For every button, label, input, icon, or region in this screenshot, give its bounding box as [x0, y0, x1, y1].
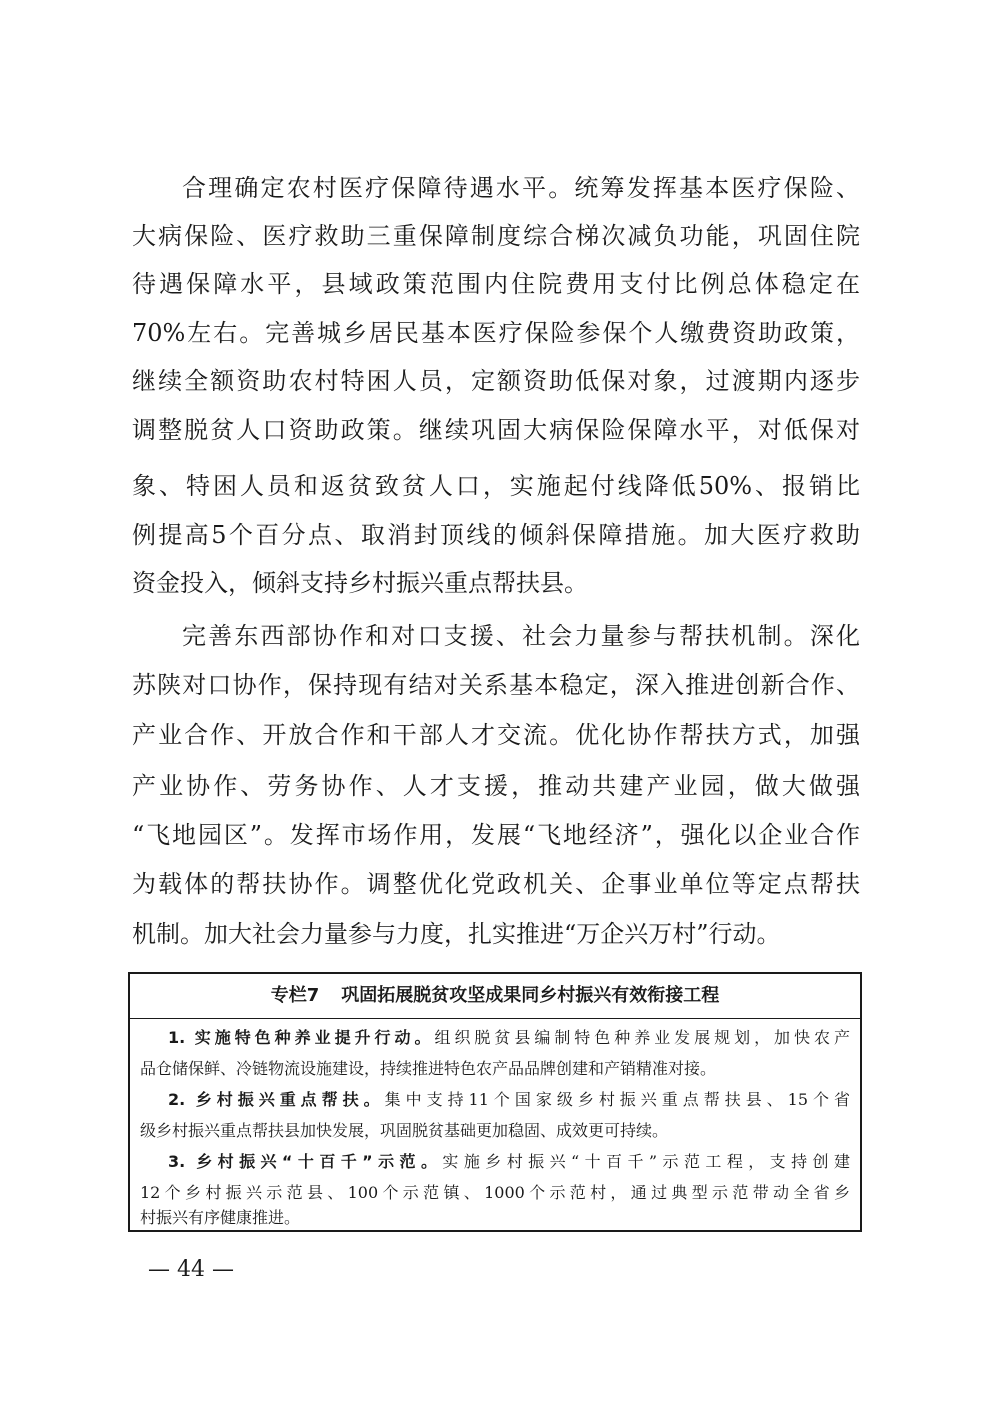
box-item-line: [168, 1084, 850, 1115]
box-item-line: 级乡村振兴重点帮扶县加快发展，巩固脱贫基础更加稳固、成效更可持续。: [140, 1121, 669, 1140]
box-item-line: [168, 1022, 850, 1053]
paragraph-line: 产业协作、劳务协作、人才支援，推动共建产业园，做大做强: [132, 772, 860, 800]
box-item-line: 品仓储保鲜、冷链物流设施建设，持续推进特色农产品品牌创建和产销精准对接。: [140, 1059, 717, 1078]
paragraph-line: 完善东西部协作和对口支援、社会力量参与帮扶机制。深化: [182, 622, 860, 650]
paragraph-line: 为载体的帮扶协作。调整优化党政机关、企事业单位等定点帮扶: [132, 870, 860, 898]
paragraph-line: 待遇保障水平，县域政策范围内住院费用支付比例总体稳定在: [132, 270, 860, 298]
paragraph-line: 象、特困人员和返贫致贫人口，实施起付线降低50%、报销比: [132, 472, 860, 500]
paragraph-line: 产业合作、开放合作和干部人才交流。优化协作帮扶方式，加强: [132, 721, 860, 749]
column-box-title: [130, 974, 860, 1019]
paragraph-line: 资金投入，倾斜支持乡村振兴重点帮扶县。: [132, 569, 588, 597]
paragraph-line: 机制。加大社会力量参与力度，扎实推进“万企兴万村”行动。: [132, 920, 781, 948]
box-item-text: 组织脱贫县编制特色种养业发展规划，加快农产: [434, 1028, 850, 1047]
box-item-text: 集中支持11个国家级乡村振兴重点帮扶县、15个省: [384, 1090, 850, 1109]
paragraph-line: 70%左右。完善城乡居民基本医疗保险参保个人缴费资助政策，: [132, 319, 860, 347]
box-item-line: [168, 1146, 850, 1177]
box-item-lead: 2. 乡村振兴重点帮扶。: [168, 1090, 385, 1109]
box-item-line: 村振兴有序健康推进。: [140, 1208, 301, 1227]
paragraph-line: 例提高5个百分点、取消封顶线的倾斜保障措施。加大医疗救助: [132, 521, 860, 549]
paragraph-line: 继续全额资助农村特困人员，定额资助低保对象，过渡期内逐步: [132, 367, 860, 395]
paragraph-line: 合理确定农村医疗保障待遇水平。统筹发挥基本医疗保险、: [182, 174, 860, 202]
paragraph-line: “飞地园区”。发挥市场作用，发展“飞地经济”，强化以企业合作: [132, 821, 860, 849]
box-item-lead: 1. 实施特色种养业提升行动。: [168, 1028, 435, 1047]
column-title: 巩固拓展脱贫攻坚成果同乡村振兴有效衔接工程: [341, 985, 720, 1006]
page-number: — 44 —: [148, 1257, 234, 1282]
box-item-text: 实施乡村振兴“十百千”示范工程，支持创建: [442, 1152, 850, 1171]
paragraph-line: 调整脱贫人口资助政策。继续巩固大病保险保障水平，对低保对: [132, 416, 860, 444]
column-box: [128, 972, 862, 1232]
box-item-lead: 3. 乡村振兴“十百千”示范。: [168, 1152, 443, 1171]
paragraph-line: 大病保险、医疗救助三重保障制度综合梯次减负功能，巩固住院: [132, 222, 860, 250]
paragraph-line: 苏陕对口协作，保持现有结对关系基本稳定，深入推进创新合作、: [132, 671, 860, 699]
column-label: 专栏7: [270, 985, 320, 1006]
box-item-line: 12个乡村振兴示范县、100个示范镇、1000个示范村，通过典型示范带动全省乡: [140, 1183, 850, 1202]
